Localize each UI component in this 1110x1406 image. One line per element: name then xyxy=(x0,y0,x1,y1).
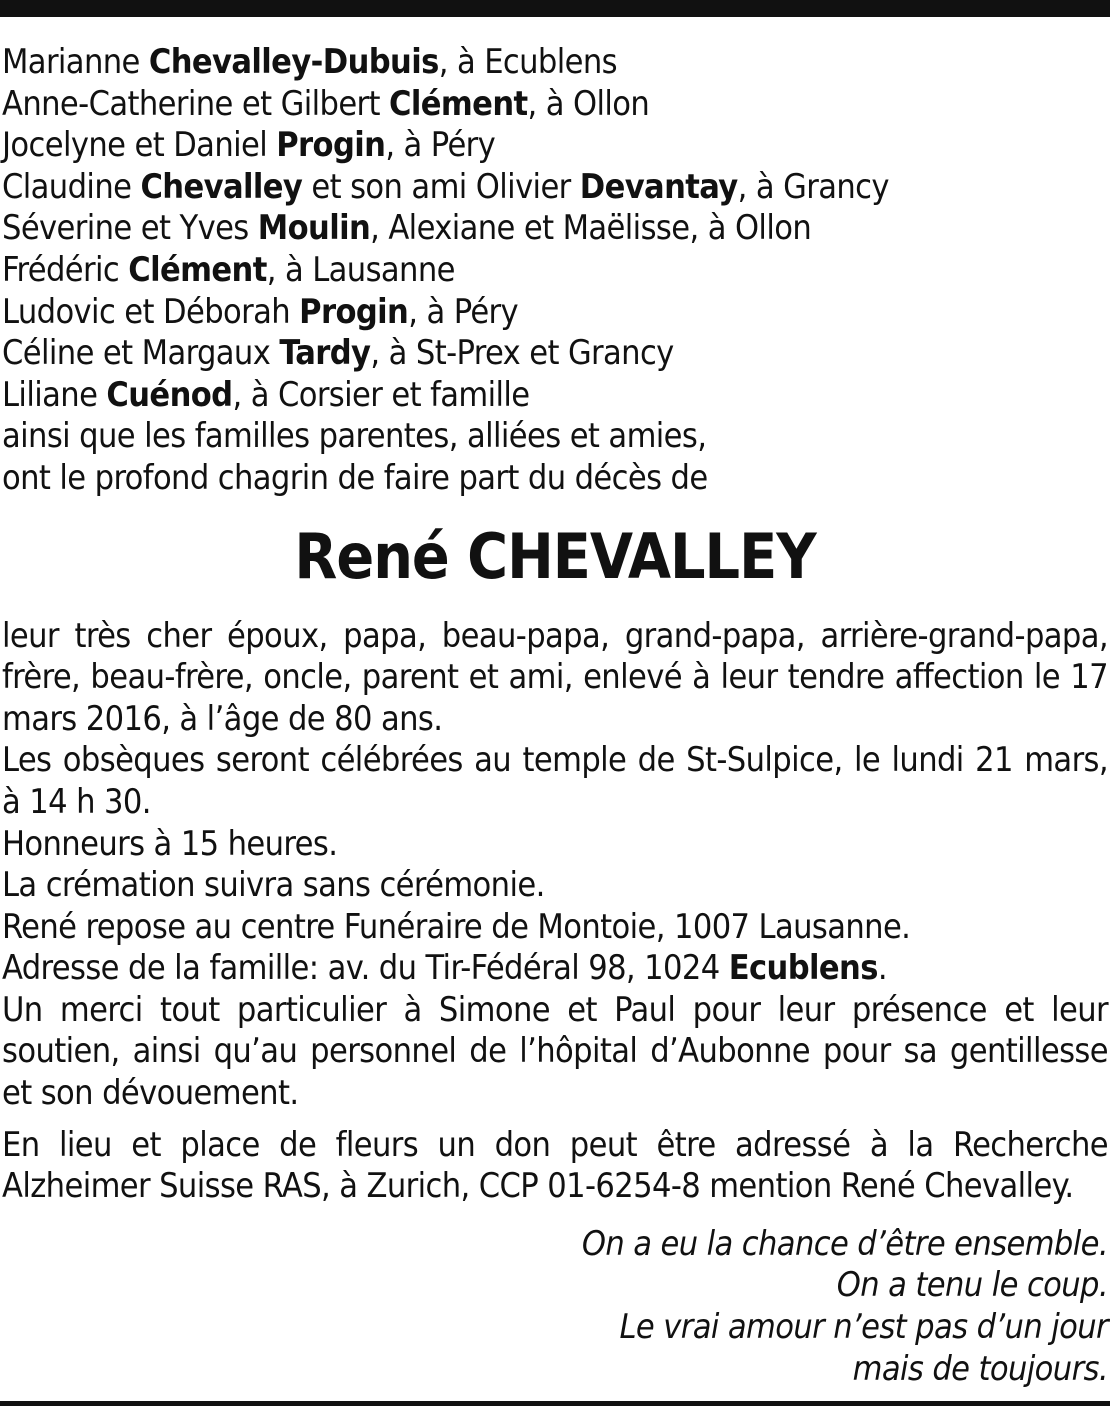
family-surname: Chevalley-Dubuis xyxy=(148,42,439,82)
bottom-rule xyxy=(0,1401,1110,1406)
poem-line: mais de toujours. xyxy=(852,1348,1108,1389)
family-line: Claudine Chevalley et son ami Olivier Devantay, à Grancy xyxy=(2,166,889,207)
poem-line: On a tenu le coup. xyxy=(836,1265,1108,1306)
donation-paragraph: En lieu et place de fleurs un don peut être adressé à la Recherche Alzheimer Suisse RAS, à Zurich, CCP 01-6254-8 mention René Chevalley. xyxy=(2,1124,1108,1207)
honours-line: Honneurs à 15 heures. xyxy=(2,823,338,864)
rest-line: René repose au centre Funéraire de Montoie, 1007 Lausanne. xyxy=(2,906,911,947)
cremation-line: La crémation suivra sans cérémonie. xyxy=(2,865,545,906)
family-surname: Tardy xyxy=(279,333,371,374)
funeral-paragraph: Les obsèques seront célébrées au temple de St-Sulpice, le lundi 21 mars, à 14 h 30. xyxy=(2,740,1108,822)
family-surname: Devantay xyxy=(579,166,738,207)
family-line: Liliane Cuénod, à Corsier et famille xyxy=(2,374,530,415)
family-line: Ludovic et Déborah Progin, à Péry xyxy=(2,291,519,332)
closing-poem xyxy=(2,1224,1108,1390)
obituary-notice xyxy=(2,42,1108,1390)
family-surname: Chevalley xyxy=(140,166,303,207)
tribute-paragraph: leur très cher époux, papa, beau-papa, grand-papa, arrière-grand-papa, frère, beau-frère, oncle, parent et ami, enlevé à leur tendre affection le 17 mars 2016, à l’âge de 80 ans. xyxy=(2,615,1108,739)
thanks-paragraph: Un merci tout particulier à Simone et Paul pour leur présence et leur soutien, ainsi qu’au personnel de l’hôpital d’Aubonne pour sa gentillesse et son dévouement. xyxy=(2,989,1108,1114)
family-surname: Clément xyxy=(128,249,267,290)
family-line: Marianne Chevalley-Dubuis, à Ecublens xyxy=(2,42,618,82)
family-line: Anne-Catherine et Gilbert Clément, à Ollon xyxy=(2,83,650,124)
family-line: Jocelyne et Daniel Progin, à Péry xyxy=(2,125,496,166)
address-town: Ecublens xyxy=(728,948,878,989)
intro-line: ont le profond chagrin de faire part du décès de xyxy=(2,457,708,498)
intro-line: ainsi que les familles parentes, alliées et amies, xyxy=(2,416,707,457)
family-line: Séverine et Yves Moulin, Alexiane et Maëlisse, à Ollon xyxy=(2,208,812,249)
family-line: Frédéric Clément, à Lausanne xyxy=(2,249,455,290)
top-rule xyxy=(0,0,1110,17)
family-surname: Cuénod xyxy=(106,374,233,415)
poem-line: Le vrai amour n’est pas d’un jour xyxy=(619,1307,1108,1348)
paragraph-gap xyxy=(2,1115,1108,1125)
family-surname: Clément xyxy=(389,83,528,124)
address-line: Adresse de la famille: av. du Tir-Fédéral 98, 1024 Ecublens. xyxy=(2,948,887,989)
family-surname: Progin xyxy=(299,291,409,332)
family-list xyxy=(2,42,1108,416)
deceased-name: René CHEVALLEY xyxy=(294,519,816,593)
poem-line: On a eu la chance d’être ensemble. xyxy=(581,1223,1108,1264)
family-surname: Moulin xyxy=(257,208,371,249)
family-surname: Progin xyxy=(276,125,386,166)
family-line: Céline et Margaux Tardy, à St-Prex et Grancy xyxy=(2,333,674,374)
